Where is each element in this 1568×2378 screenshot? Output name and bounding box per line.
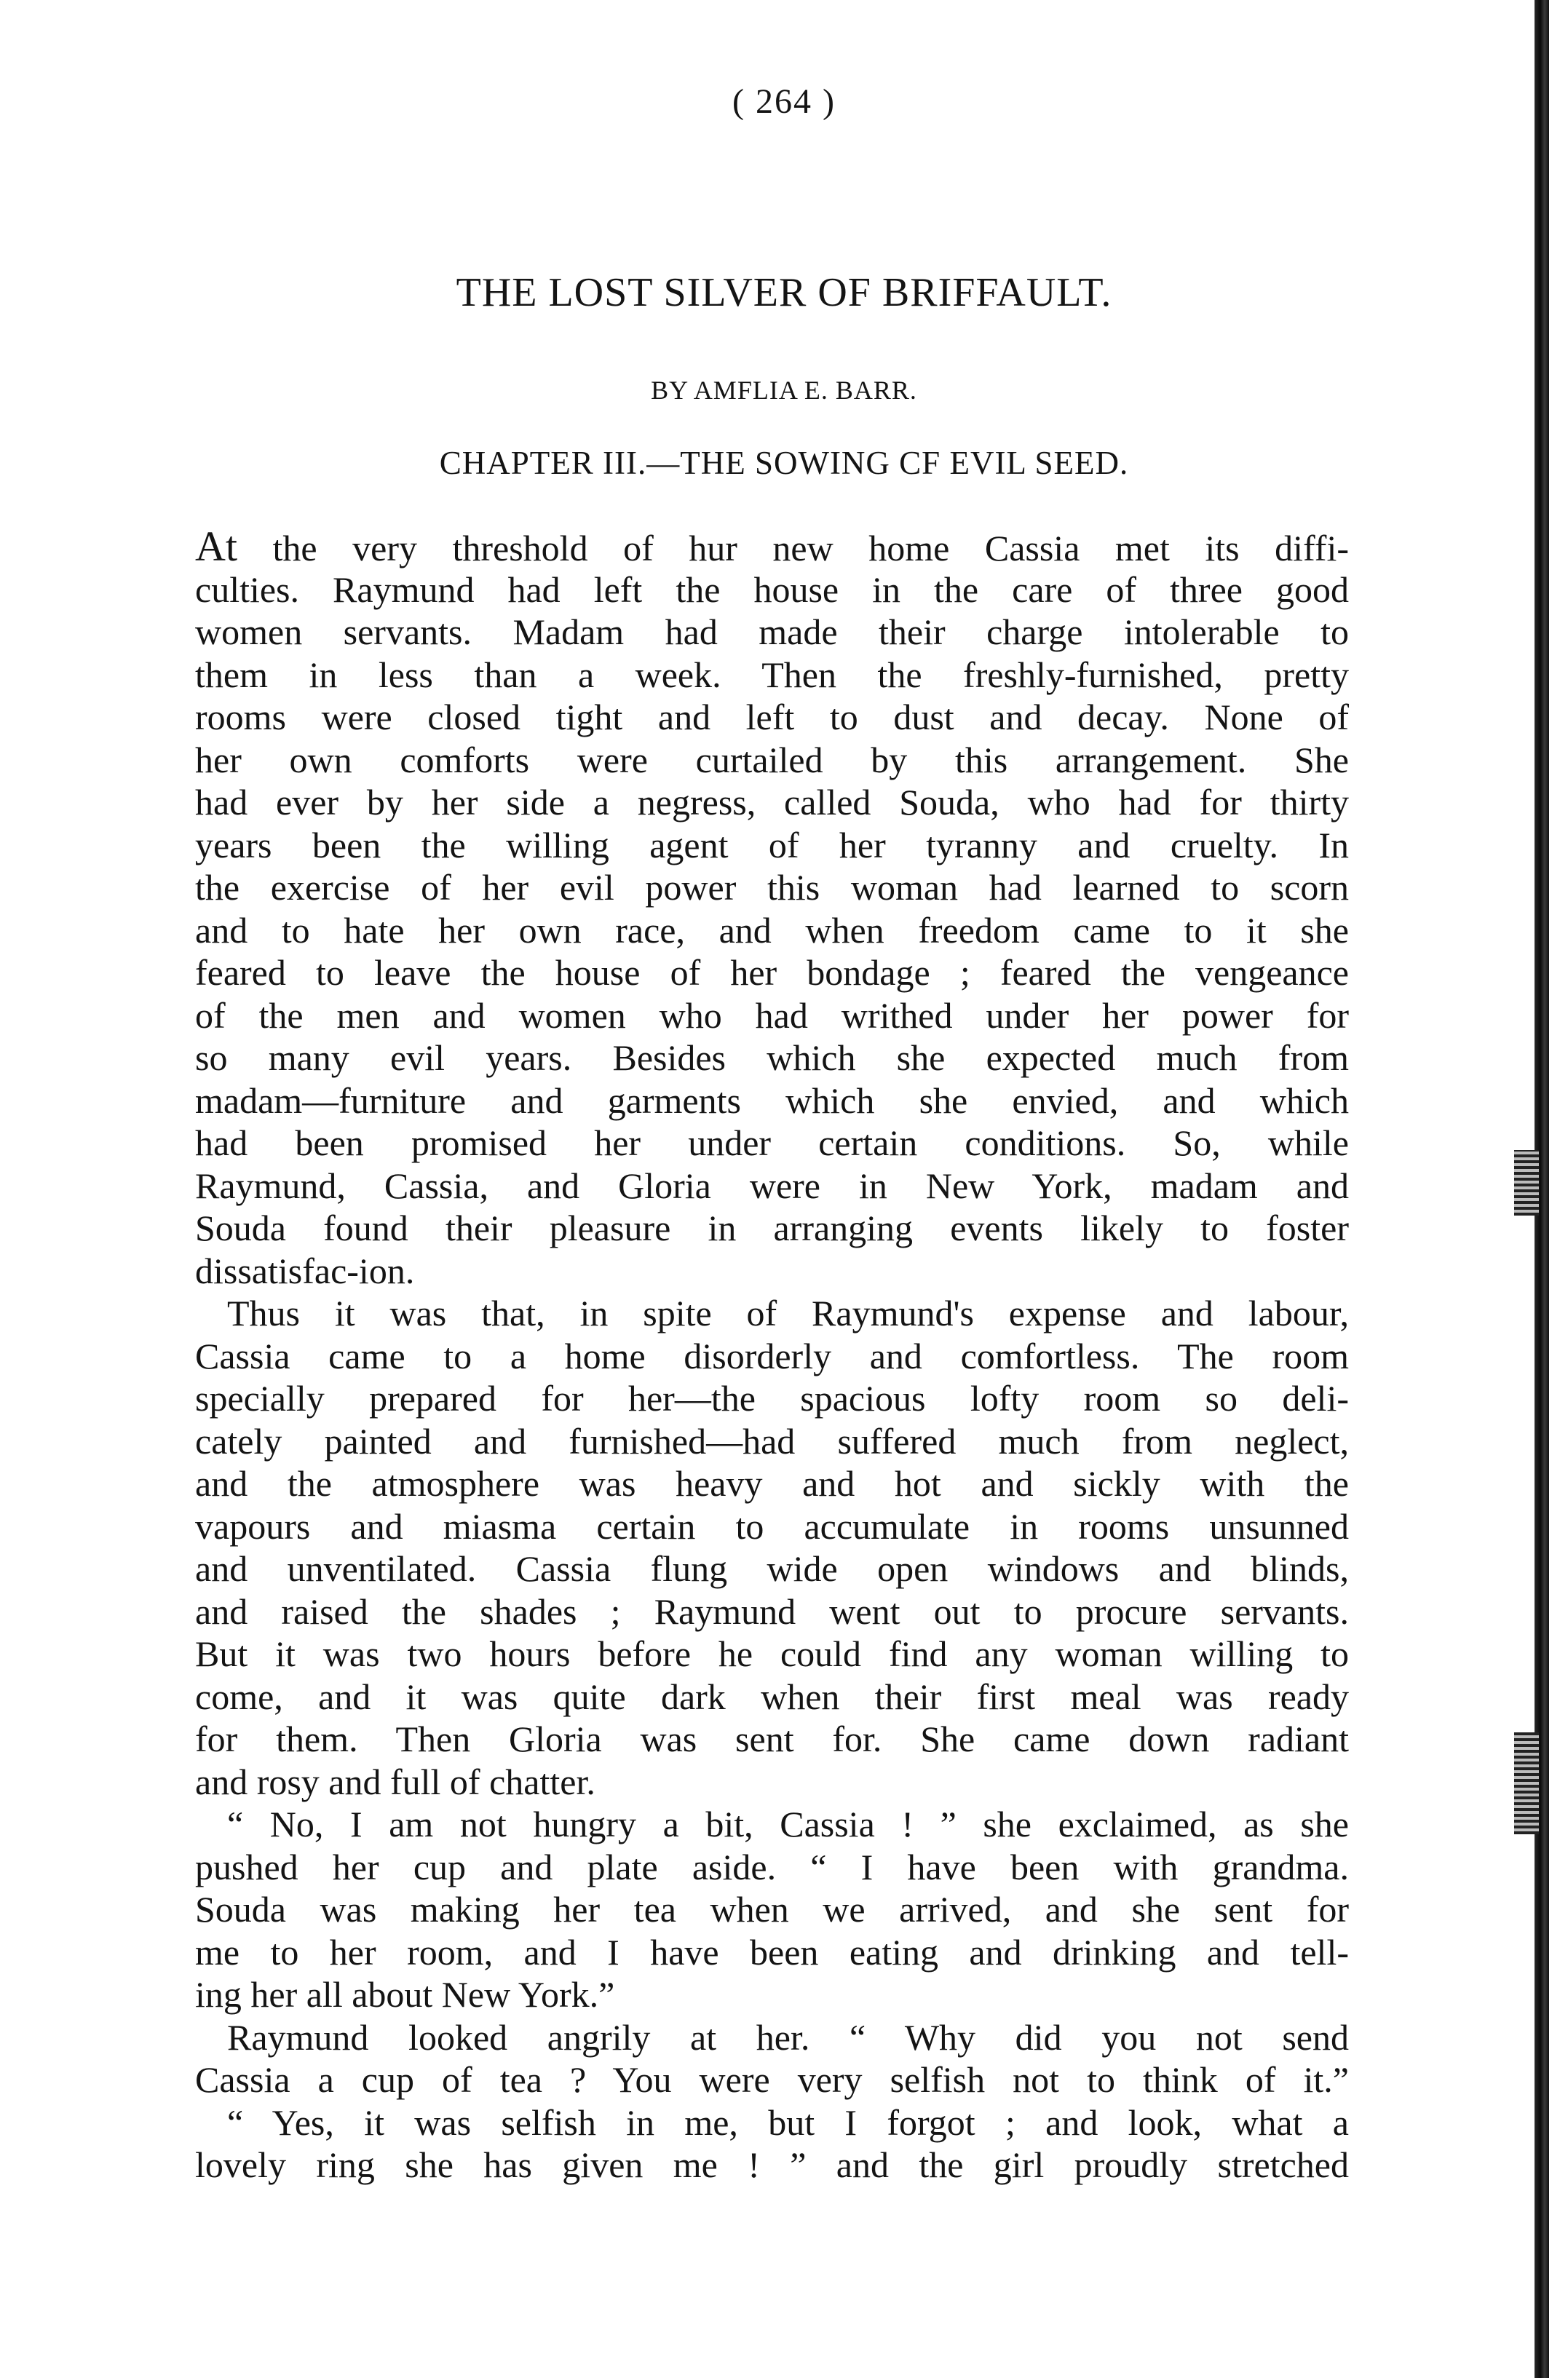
body-line: lovely ring she has given me ! ” and the girl proudly stretched <box>195 2144 1349 2185</box>
body-line: pushed her cup and plate aside. “ I have been with grandma. <box>195 1846 1349 1887</box>
page-number: ( 264 ) <box>732 82 836 121</box>
body-line: Raymund looked angrily at her. “ Why did you not send <box>227 2016 1349 2058</box>
body-line: dissatisfac-ion. <box>195 1250 415 1291</box>
body-line: years been the willing agent of her tyranny and cruelty. In <box>195 824 1349 865</box>
body-line: her own comforts were curtailed by this arrangement. She <box>195 739 1349 780</box>
body-line: them in less than a week. Then the freshly-furnished, pretty <box>195 654 1349 695</box>
body-line: Cassia a cup of tea ? You were very selfish not to think of it.” <box>195 2059 1349 2100</box>
body-line: and raised the shades ; Raymund went out to procure servants. <box>195 1590 1349 1632</box>
body-line: culties. Raymund had left the house in the care of three good <box>195 568 1349 610</box>
body-line: and to hate her own race, and when freedom came to it she <box>195 909 1349 951</box>
page-edge-speck <box>1514 1150 1539 1216</box>
body-line: feared to leave the house of her bondage ; feared the vengeance <box>195 952 1349 993</box>
body-line: and unventilated. Cassia flung wide open windows and blinds, <box>195 1548 1349 1589</box>
body-line-text: the very threshold of hur new home Cassia met its diffi- <box>237 528 1349 568</box>
body-line: come, and it was quite dark when their first meal was ready <box>195 1676 1349 1717</box>
body-line: cately painted and furnished—had suffered much from neglect, <box>195 1420 1349 1462</box>
body-line: had been promised her under certain conditions. So, while <box>195 1122 1349 1163</box>
body-line: vapours and miasma certain to accumulate in rooms unsunned <box>195 1505 1349 1547</box>
body-line: Raymund, Cassia, and Gloria were in New York, madam and <box>195 1165 1349 1206</box>
body-line: women servants. Madam had made their charge intolerable to <box>195 611 1349 652</box>
body-line: for them. Then Gloria was sent for. She came down radiant <box>195 1719 1349 1759</box>
article-title: THE LOST SILVER OF BRIFFAULT. <box>456 270 1112 315</box>
body-line: and rosy and full of chatter. <box>195 1761 595 1802</box>
body-line: rooms were closed tight and left to dust and decay. None of <box>195 697 1349 737</box>
body-line: had ever by her side a negress, called Souda, who had for thirty <box>195 782 1349 823</box>
body-line: “ Yes, it was selfish in me, but I forgot ; and look, what a <box>227 2101 1349 2143</box>
body-line: Thus it was that, in spite of Raymund's expense and labour, <box>227 1293 1349 1333</box>
body-line: of the men and women who had writhed under her power for <box>195 994 1349 1036</box>
article-body <box>195 523 1349 2187</box>
body-line: “ No, I am not hungry a bit, Cassia ! ” she exclaimed, as she <box>227 1804 1349 1844</box>
body-line: Souda was making her tea when we arrived, and she sent for <box>195 1889 1349 1930</box>
page-edge-speck <box>1514 1732 1539 1834</box>
author-byline: BY AMFLIA E. BARR. <box>651 376 917 405</box>
body-line: specially prepared for her—the spacious lofty room so deli- <box>195 1378 1349 1419</box>
chapter-heading: CHAPTER III.—THE SOWING CF EVIL SEED. <box>439 445 1129 481</box>
body-line: ing her all about New York.” <box>195 1974 615 2015</box>
body-line: so many evil years. Besides which she expected much from <box>195 1037 1349 1078</box>
body-line: the exercise of her evil power this woman had learned to scorn <box>195 867 1349 908</box>
body-line: Souda found their pleasure in arranging events likely to foster <box>195 1208 1349 1248</box>
body-line: and the atmosphere was heavy and hot and sickly with the <box>195 1463 1349 1504</box>
body-line <box>195 523 1349 570</box>
body-line: Cassia came to a home disorderly and comfortless. The room <box>195 1335 1349 1376</box>
body-line: But it was two hours before he could find any woman willing to <box>195 1633 1349 1674</box>
body-line: madam—furniture and garments which she envied, and which <box>195 1079 1349 1121</box>
dropcap-word: At <box>195 523 237 570</box>
body-line: me to her room, and I have been eating and drinking and tell- <box>195 1931 1349 1973</box>
